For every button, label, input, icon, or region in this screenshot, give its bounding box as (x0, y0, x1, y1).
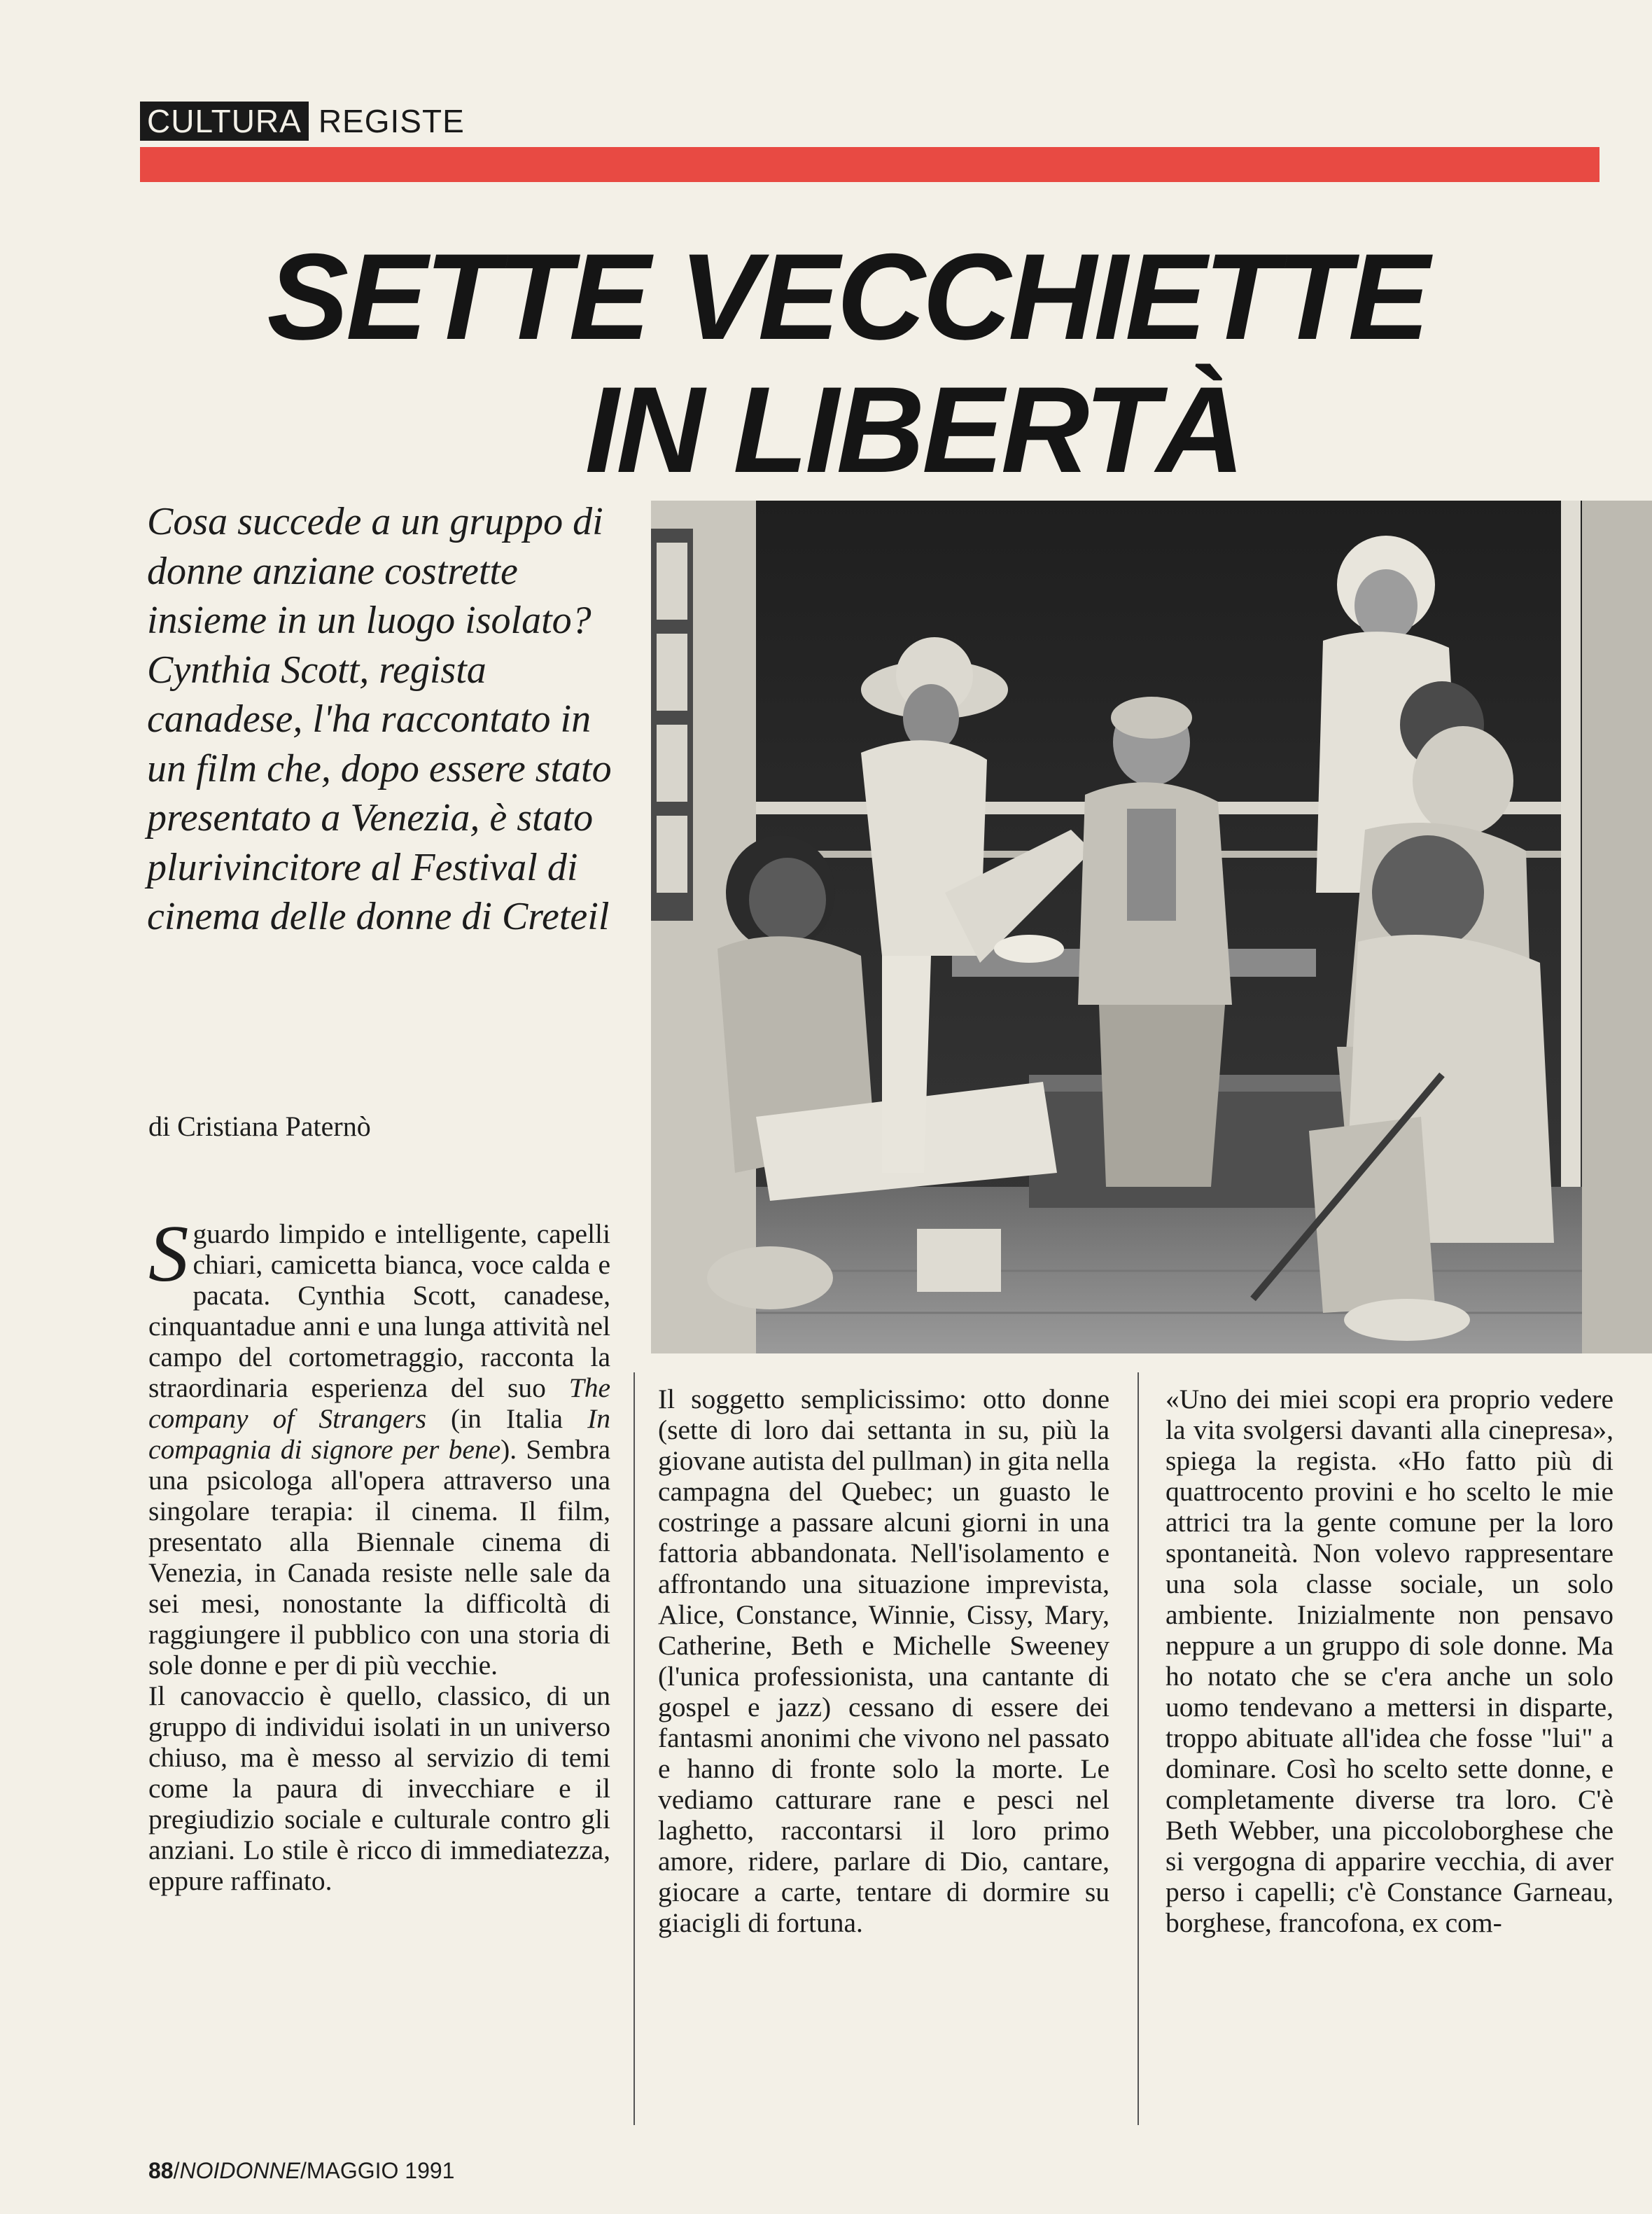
body-paragraph: «Uno dei miei scopi era proprio vedere la vita svolgersi davanti alla cinepresa», spiega la regista. «Ho fatto più di quattrocento provini e ho scelto le mie attrici tra la gente comune per la loro spontaneità. Non volevo rappresentare una sola classe sociale, un solo ambiente. Inizialmente non pensavo neppure a un gruppo di sole donne. Ma ho notato che se c'era anche un solo uomo tendevano a mettersi in disparte, troppo abituate all'idea che fosse "lui" a dominare. Così ho scelto sette donne, e completamente diverse tra loro. C'è Beth Webber, una piccoloborghese che si vergogna di apparire vecchia, di aver perso i capelli; c'è Constance Garneau, borghese, francofona, ex com- (1166, 1384, 1614, 1938)
headline-line-1: SETTE VECCHIETTE (267, 229, 1427, 365)
accent-bar (140, 147, 1600, 182)
standfirst: Cosa succede a un gruppo di donne anziane costrette insieme in un luogo isolato? Cynthia Scott, regista canadese, l'ha raccontato in un film che, dopo essere stato presentato a Venezia, è stato plurivincitore al Festival di cinema delle donne di Creteil (147, 500, 612, 938)
column-rule (1138, 1372, 1139, 2125)
body-column-3 (1166, 1384, 1614, 1938)
issue-date: MAGGIO 1991 (306, 2158, 455, 2183)
body-text: guardo limpido e intelligente, capelli chiari, camicetta bianca, voce calda e pacata. Cynthia Scott, canadese, cinquantadue anni e una lunga attività nel campo del cortometraggio, racconta la straordinaria esperienza del suo (148, 1218, 610, 1403)
article-photo (651, 501, 1652, 1353)
subsection-label: REGISTE (318, 103, 465, 139)
body-paragraph: Il soggetto semplicissimo: otto donne (sette di loro dai settanta in su, più la giovane autista del pullman) in gita nella campagna del Quebec; un guasto le costringe a passare alcuni giorni in una fattoria abbandonata. Nell'isolamento e affrontando una situazione imprevista, Alice, Constance, Winnie, Cissy, Mary, Catherine, Beth e Michelle Sweeney (l'unica professionista, una cantante di gospel e jazz) cessano di essere dei fantasmi anonimi che vivono nel passato e hanno di fronte solo la morte. Le vediamo catturare rane e pesci nel laghetto, raccontarsi il loro primo amore, ridere, parlare di Dio, cantare, giocare a carte, tentare di dormire su giacigli di fortuna. (658, 1384, 1110, 1938)
body-column-1 (148, 1209, 611, 1896)
headline (0, 231, 1652, 497)
film-title-italian: In compagnia di signore per bene (148, 1403, 611, 1465)
magazine-name: NOIDONNE (179, 2158, 300, 2183)
page-footer (148, 2158, 454, 2184)
footer-slash: / (300, 2158, 307, 2183)
body-paragraph: Il canovaccio è quello, classico, di un gruppo di individui isolati in un universo chiuso, ma è messo al servizio di temi come la paura di invecchiare e il pregiudizio sociale e culturale contro gli anziani. Lo stile è ricco di immediatezza, eppure raffinato. (148, 1680, 610, 1896)
drop-cap: S (148, 1209, 189, 1298)
byline: di Cristiana Paternò (148, 1111, 371, 1142)
headline-line-2: IN LIBERTÀ (584, 362, 1242, 499)
section-tag (140, 102, 465, 141)
body-text: ). Sembra una psicologa all'opera attraverso una singolare terapia: il cinema. Il film, presentato alla Biennale cinema di Venezia, in Canada resiste nelle sale da sei mesi, nonostante la difficoltà di raggiungere il pubblico con una storia di sole donne e per di più vecchie. (148, 1434, 610, 1680)
page-number: 88 (148, 2158, 174, 2183)
body-column-2 (658, 1384, 1110, 1938)
column-rule (634, 1372, 635, 2125)
body-text: (in Italia (426, 1403, 588, 1434)
film-title: The company of Strangers (148, 1372, 610, 1434)
footer-slash: / (173, 2158, 180, 2183)
body-paragraph (148, 1209, 611, 1680)
section-label: CULTURA (140, 102, 309, 141)
